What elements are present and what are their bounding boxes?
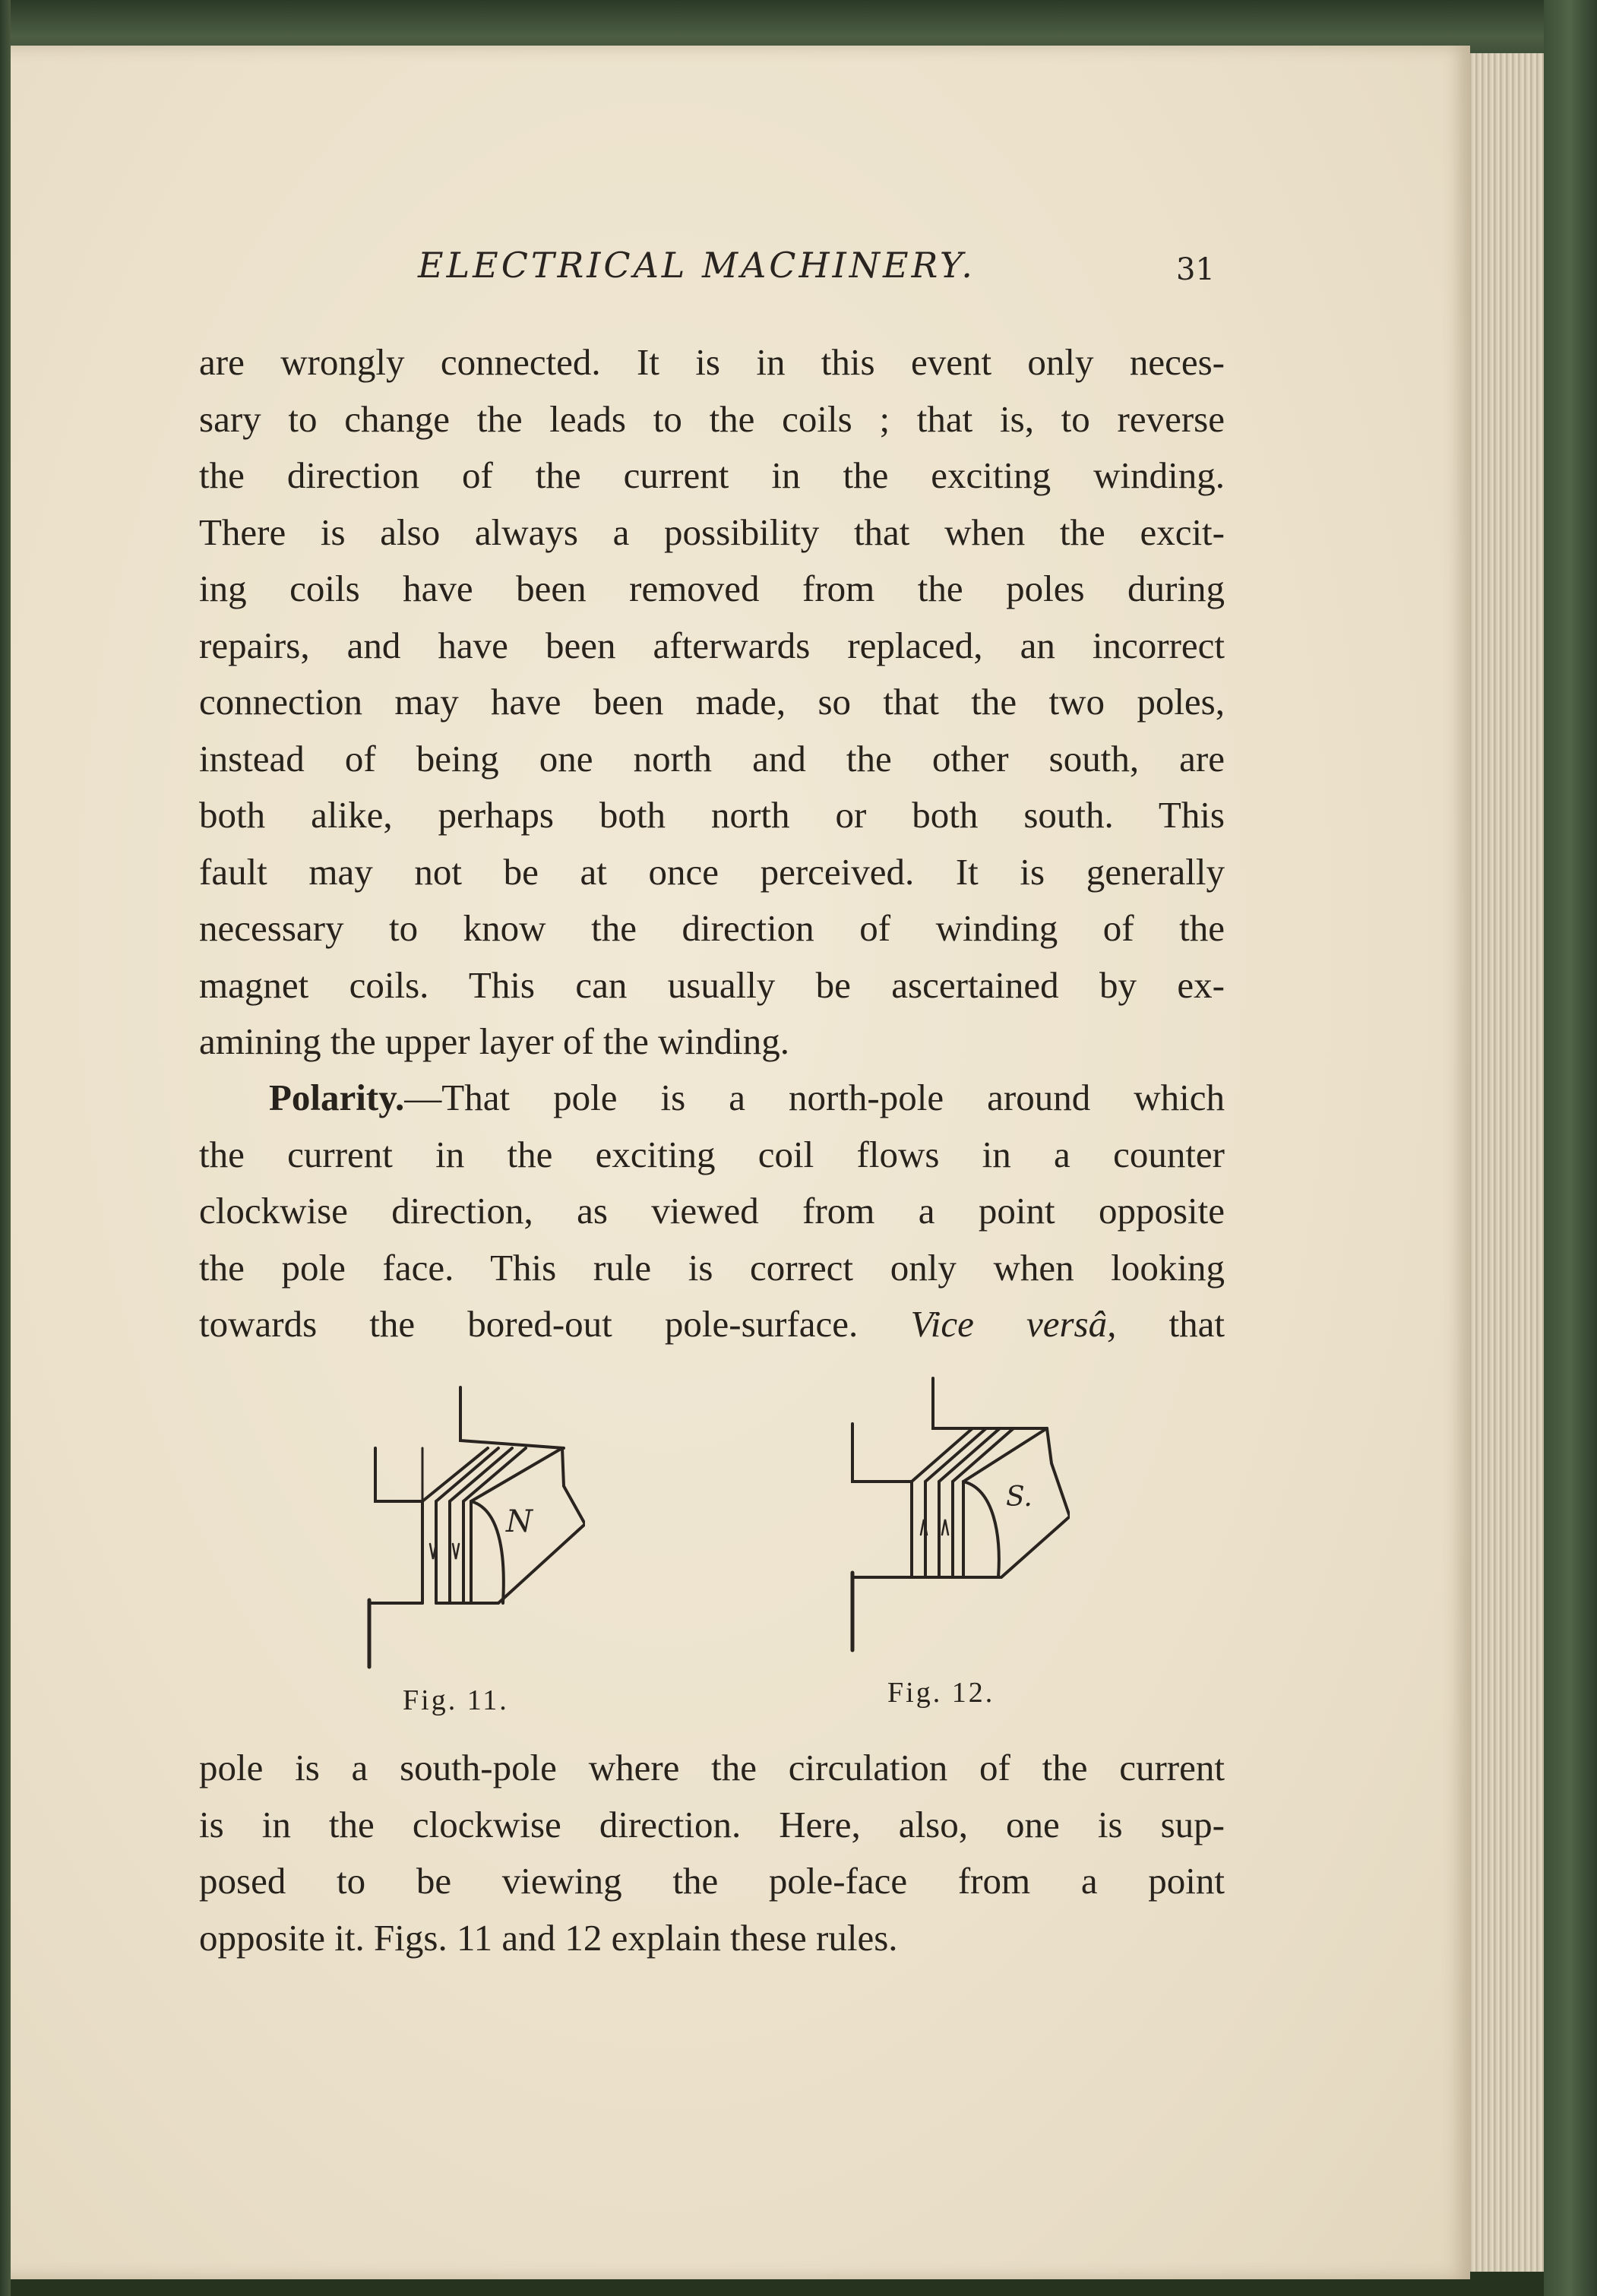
north-pole-label: N: [506, 1504, 533, 1539]
text-line: is in the clockwise direction. Here, also, one is sup-: [199, 1803, 1225, 1845]
text-line: posed to be viewing the pole-face from a point: [199, 1860, 1225, 1902]
paragraph-2: [199, 1070, 1225, 1353]
text-span: —That pole is a north-pole around which: [404, 1077, 1225, 1118]
text-line: There is also always a possibility that when the excit-: [199, 511, 1225, 553]
text-line: fault may not be at once perceived. It is generally: [199, 850, 1225, 893]
figure-12-diagram: [842, 1368, 1070, 1656]
text-span: that: [1168, 1303, 1225, 1345]
text-line: instead of being one north and the other south, are: [199, 737, 1225, 780]
text-line: sary to change the leads to the coils ; that is, to reverse: [199, 397, 1225, 440]
running-head: ELECTRICAL MACHINERY.: [418, 245, 976, 286]
text-line: [199, 1296, 1225, 1353]
page-edges: [1466, 53, 1550, 2272]
italic-text: Vice versâ,: [910, 1303, 1117, 1345]
text-line: ing coils have been removed from the poles during: [199, 568, 1225, 609]
figure-11-diagram: [357, 1375, 585, 1671]
book-spine-edge: [0, 0, 11, 2296]
text-line: magnet coils. This can usually be ascertained by ex-: [199, 963, 1225, 1006]
south-pole-label: S.: [1006, 1482, 1033, 1513]
text-line: connection may have been made, so that the two poles,: [199, 681, 1225, 723]
text-line: opposite it. Figs. 11 and 12 explain these rules.: [199, 1916, 898, 1959]
text-line: [199, 1070, 1225, 1127]
text-line: the current in the exciting coil flows in a counter: [199, 1133, 1225, 1175]
text-line: necessary to know the direction of winding of the: [199, 907, 1225, 949]
text-line: amining the upper layer of the winding.: [199, 1020, 789, 1062]
text-line: pole is a south-pole where the circulation of the current: [199, 1747, 1225, 1788]
run-in-heading: Polarity.: [269, 1077, 405, 1118]
text-line: both alike, perhaps both north or both south. This: [199, 794, 1225, 836]
paragraph-3: [199, 1740, 1225, 1966]
figure-11-caption: Fig. 11.: [403, 1684, 509, 1716]
page-number: 31: [1176, 252, 1215, 287]
figure-12-caption: Fig. 12.: [887, 1677, 995, 1709]
text-line: are wrongly connected. It is in this event only neces-: [199, 341, 1225, 383]
text-line: repairs, and have been afterwards replaced, an incorrect: [199, 624, 1225, 666]
text-line: the direction of the current in the exciting winding.: [199, 454, 1225, 496]
paragraph-1: [199, 334, 1225, 1071]
book-cover-right-edge: [1544, 0, 1597, 2296]
text-span: towards the bored-out pole-surface.: [199, 1303, 859, 1345]
text-line: the pole face. This rule is correct only when looking: [199, 1246, 1225, 1289]
text-line: clockwise direction, as viewed from a point opposite: [199, 1190, 1225, 1232]
